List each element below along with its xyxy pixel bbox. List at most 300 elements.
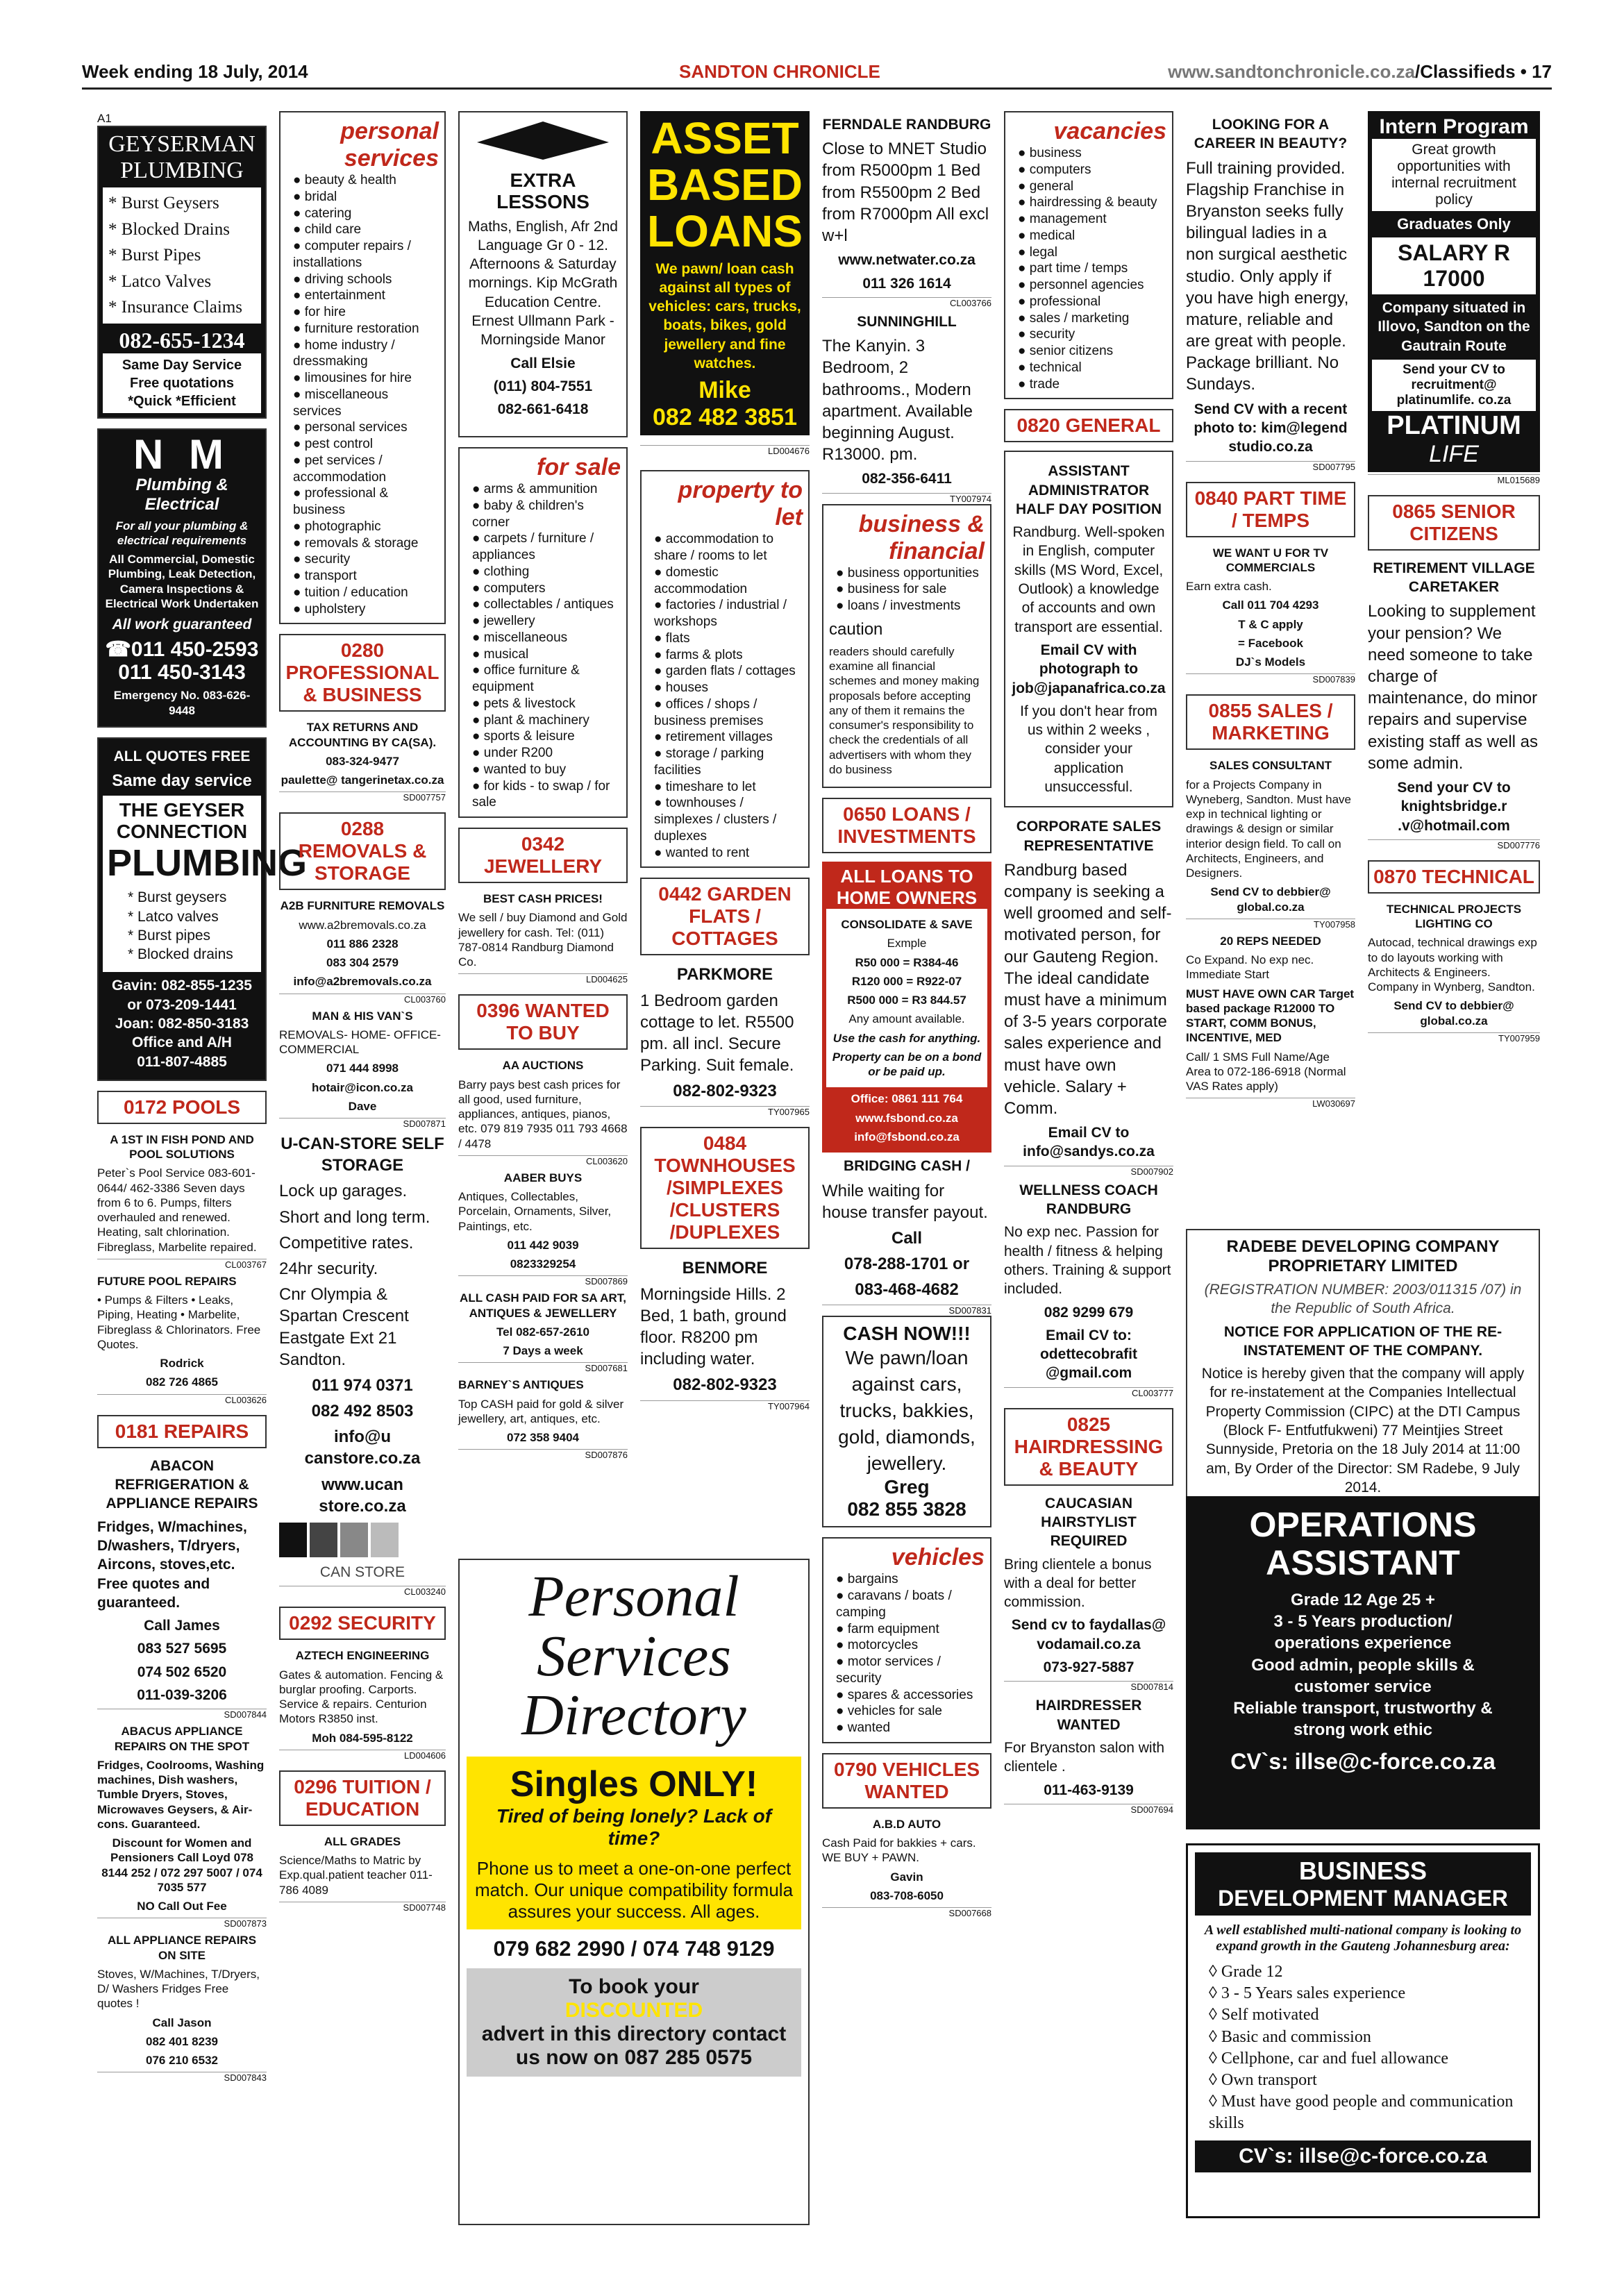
parkmore-title: PARKMORE bbox=[676, 965, 773, 984]
site-url[interactable]: www.sandtonchronicle.co.za bbox=[1168, 61, 1416, 82]
category-item[interactable]: ● professional bbox=[1018, 294, 1166, 310]
graduation-cap-icon bbox=[474, 118, 612, 167]
category-item[interactable]: ● computers bbox=[1018, 162, 1166, 178]
singles-title: Singles ONLY! bbox=[510, 1764, 758, 1805]
career-text: Full training provided. Flagship Franchise in Bryanston seeks fully bilingual ladies in a non surgical aesthetic studio. Only apply if you have high energy, mature, reliable and are great with people. Package brilliant. No Sundays. bbox=[1186, 158, 1349, 394]
reps-text: Co Expand. No exp nec. Immediate Start bbox=[1186, 953, 1314, 982]
rep1-text: Fridges, W/machines, D/washers, T/dryers, Aircons, stoves,etc. Free quotes and guaranteed. bbox=[97, 1518, 247, 1611]
removals-heading: 0288 REMOVALS & STORAGE bbox=[279, 812, 446, 890]
reps-code: LW030697 bbox=[1186, 1098, 1355, 1109]
bdm-item: ◊ Self motivated bbox=[1209, 2006, 1319, 2025]
category-item[interactable]: ● farm equipment bbox=[836, 1621, 985, 1638]
aaber-code: SD007869 bbox=[458, 1275, 628, 1287]
assistant-note: If you don't hear from us within 2 weeks , consider your application unsuccessful. bbox=[1020, 703, 1157, 795]
caucasian-email[interactable]: Send cv to faydallas@ vodamail.co.za bbox=[1011, 1617, 1166, 1652]
category-item[interactable]: ● factories / industrial / workshops bbox=[654, 597, 803, 630]
category-item[interactable]: ● photographic bbox=[293, 519, 439, 535]
category-item[interactable]: ● offices / shops / business premises bbox=[654, 696, 803, 730]
category-item[interactable]: ● baby & children's corner bbox=[472, 498, 621, 531]
bridging-title: BRIDGING CASH / bbox=[843, 1158, 970, 1175]
sales-consultant-title: SALES CONSULTANT bbox=[1209, 759, 1332, 773]
parkmore-text: 1 Bedroom garden cottage to let. R5500 pm. all incl. Secure Parking. Suit female. bbox=[640, 991, 794, 1075]
category-item[interactable]: ● storage / parking facilities bbox=[654, 746, 803, 779]
category-item[interactable]: ● driving schools bbox=[293, 271, 439, 288]
category-item[interactable]: ● professional & business bbox=[293, 485, 439, 519]
aa-auctions-text: Barry pays best cash prices for all good, used furniture, appliances, antiques, pianos, etc. 079 819 7935 011 793 4668 / 4478 bbox=[458, 1078, 628, 1150]
geyserman-item: * Latco Valves bbox=[108, 271, 212, 291]
nm-emergency: Emergency No. 083-626-9448 bbox=[113, 689, 251, 717]
intern-cv[interactable]: Send your CV to recruitment@ platinumlife. co.za bbox=[1372, 360, 1536, 411]
geyser-connection-ad bbox=[97, 737, 307, 1081]
category-item[interactable]: ● transport bbox=[293, 568, 439, 585]
category-item[interactable]: ● computer repairs / installations bbox=[293, 238, 439, 271]
ucan-logo-block bbox=[340, 1523, 368, 1557]
reps-bold: MUST HAVE OWN CAR Target based package R12000 TO START, COMM BONUS, INCENTIVE, MED bbox=[1186, 987, 1355, 1045]
category-item[interactable]: ● hairdressing & beauty bbox=[1018, 194, 1166, 211]
home-owners-ad bbox=[822, 862, 991, 1153]
pool2-phone: 082 726 4865 bbox=[146, 1375, 218, 1389]
bdm-item: ◊ Own transport bbox=[1209, 2070, 1317, 2089]
rep3-text: Stoves, W/Machines, T/Dryers, D/ Washers Fridges Free quotes ! bbox=[97, 1967, 260, 2011]
cash-now-text: We pawn/loan against cars, trucks, bakkies, gold, diamonds, jewellery. bbox=[838, 1347, 976, 1474]
bdm-cv[interactable]: CV`s: illse@c-force.co.za bbox=[1195, 2140, 1531, 2172]
category-item[interactable]: ● security bbox=[293, 551, 439, 568]
category-item[interactable]: ● management bbox=[1018, 211, 1166, 228]
career-code: SD007795 bbox=[1186, 461, 1355, 472]
a2b-phone: 083 304 2579 bbox=[326, 956, 399, 969]
aaber-phone: 0823329254 bbox=[510, 1257, 576, 1271]
benmore-phone: 082-802-9323 bbox=[673, 1375, 777, 1395]
pool2-code: CL003626 bbox=[97, 1394, 267, 1405]
allcash-days: 7 Days a week bbox=[503, 1344, 583, 1357]
intern-title: Intern Program bbox=[1379, 115, 1529, 138]
caucasian-text: Bring clientele a bonus with a deal for better commission. bbox=[1004, 1556, 1152, 1611]
ucan-email[interactable]: info@u canstore.co.za bbox=[304, 1427, 421, 1468]
garden-flats-heading: 0442 GARDEN FLATS / COTTAGES bbox=[640, 878, 810, 955]
tax-phone: 083-324-9477 bbox=[326, 754, 399, 768]
man-van-text: REMOVALS- HOME- OFFICE- COMMERCIAL bbox=[279, 1028, 441, 1056]
category-item[interactable]: ● townhouses / simplexes / clusters / duplexes bbox=[654, 795, 803, 844]
aztech-code: LD004606 bbox=[279, 1750, 446, 1761]
personal-services-index bbox=[279, 111, 446, 624]
geyser-contact: Joan: 082-850-3183 bbox=[115, 1016, 249, 1032]
ucan-site[interactable]: www.ucan store.co.za bbox=[319, 1475, 406, 1516]
sales-consultant-code: TY007958 bbox=[1186, 919, 1355, 930]
rep3-phone: 076 210 6532 bbox=[146, 2054, 218, 2068]
security-heading: 0292 SECURITY bbox=[279, 1607, 446, 1640]
singles-tired: Tired of being lonely? Lack of time? bbox=[496, 1805, 772, 1850]
category-item[interactable]: ● domestic accommodation bbox=[654, 564, 803, 598]
home-owners-row: R50 000 = R384-46 bbox=[855, 955, 959, 969]
corporate-title: CORPORATE SALES REPRESENTATIVE bbox=[1016, 819, 1162, 854]
geyserman-ad bbox=[97, 126, 267, 418]
tv-call: Call 011 704 4293 bbox=[1222, 598, 1319, 612]
geyser-title: THE GEYSER CONNECTION bbox=[116, 799, 248, 843]
geyser-contact: 011-807-4885 bbox=[137, 1053, 227, 1070]
techproj-title: TECHNICAL PROJECTS LIGHTING CO bbox=[1386, 902, 1522, 931]
bridging-code: SD007831 bbox=[822, 1305, 991, 1316]
category-item[interactable]: ● business for sale bbox=[836, 581, 985, 598]
personal-services-directory bbox=[458, 1559, 810, 2225]
category-item[interactable]: ● motorcycles bbox=[836, 1637, 985, 1654]
tv-title: WE WANT U FOR TV COMMERCIALS bbox=[1212, 546, 1329, 574]
ferndale-text: Close to MNET Studio from R5000pm 1 Bed from R5500pm 2 Bed from R7000pm All excl w+l bbox=[822, 140, 989, 246]
wellness-title: WELLNESS COACH RANDBURG bbox=[1019, 1182, 1158, 1218]
category-item[interactable]: ● flats bbox=[654, 630, 803, 647]
geyserman-item: * Blocked Drains bbox=[108, 219, 230, 239]
asset-loans-phone: 082 482 3851 bbox=[653, 404, 797, 431]
intern-text: Great growth opportunities with internal recruitment policy bbox=[1372, 139, 1536, 211]
radebe-title: RADEBE DEVELOPING COMPANY PROPRIETARY LIMITED bbox=[1226, 1237, 1500, 1275]
tax-email[interactable]: paulette@ tangerinetax.co.za bbox=[281, 773, 444, 787]
rep1-phone: 083 527 5695 bbox=[137, 1641, 227, 1657]
sales-consultant-text: for a Projects Company in Wyneberg, Sandton. Must have exp in technical lighting or drawings & design or similar interior design field. To call on Architects, Engineers, and Designers. bbox=[1186, 778, 1351, 880]
category-item[interactable]: ● wanted to rent bbox=[654, 845, 803, 862]
column-tag: A1 bbox=[97, 112, 112, 125]
sunninghill-code: TY007974 bbox=[822, 493, 991, 504]
category-item[interactable]: ● wanted bbox=[836, 1720, 985, 1736]
header-right bbox=[1168, 61, 1552, 83]
aztech-text: Gates & automation. Fencing & burglar proofing. Carports. Service & repairs. Centurion Motors R3850 inst. bbox=[279, 1668, 444, 1726]
wellness-text: No exp nec. Passion for health / fitness & helping others. Training & support included. bbox=[1004, 1224, 1171, 1298]
category-item[interactable]: ● motor services / security bbox=[836, 1654, 985, 1687]
repairs-heading: 0181 REPAIRS bbox=[97, 1415, 267, 1448]
section-page: /Classifieds • 17 bbox=[1415, 61, 1552, 82]
retire-title: RETIREMENT VILLAGE CARETAKER bbox=[1373, 560, 1535, 596]
tuition-heading: 0296 TUITION / EDUCATION bbox=[279, 1770, 446, 1826]
radebe-notice-title: NOTICE FOR APPLICATION OF THE RE-INSTATEMENT OF THE COMPANY. bbox=[1223, 1323, 1502, 1359]
category-item[interactable]: ● sales / marketing bbox=[1018, 310, 1166, 327]
career-title: LOOKING FOR A CAREER IN BEAUTY? bbox=[1194, 117, 1348, 152]
career-cv[interactable]: Send CV with a recent photo to: kim@legend studio.co.za bbox=[1194, 401, 1348, 455]
vacancies-list bbox=[1011, 145, 1166, 392]
issue-date: Week ending 18 July, 2014 bbox=[82, 61, 308, 82]
category-item[interactable]: ● musical bbox=[472, 646, 621, 663]
geyser-contacts bbox=[103, 976, 261, 1071]
ucan-line: Short and long term. bbox=[279, 1207, 430, 1227]
extra-lessons-text: Maths, English, Afr 2nd Language Gr 0 - 12. Afternoons & Saturday mornings. Kip McGrath Education Centre. Ernest Ullmann Park - Morningside Manor bbox=[468, 218, 618, 349]
category-item[interactable]: ● computers bbox=[472, 580, 621, 597]
techproj-code: TY007959 bbox=[1368, 1032, 1540, 1044]
assistant-cv[interactable]: Email CV with photograph to job@japanafrica.co.za bbox=[1012, 642, 1166, 696]
vacancies-title: vacancies bbox=[1053, 118, 1166, 144]
intern-program-ad bbox=[1368, 111, 1540, 472]
hairdresser-text: For Bryanston salon with clientele . bbox=[1004, 1739, 1165, 1775]
caucasian-title: CAUCASIAN HAIRSTYLIST REQUIRED bbox=[1041, 1495, 1137, 1550]
wellness-email[interactable]: Email CV to: odettecobrafit @gmail.com bbox=[1039, 1327, 1137, 1382]
caucasian-code: SD007814 bbox=[1004, 1681, 1173, 1692]
category-item[interactable]: ● for hire bbox=[293, 304, 439, 321]
ops-cv[interactable]: CV`s: illse@c-force.co.za bbox=[1230, 1749, 1496, 1775]
pool2-title: FUTURE POOL REPAIRS bbox=[97, 1274, 237, 1288]
ucan-line: 24hr security. bbox=[279, 1259, 378, 1278]
category-item[interactable]: ● garden flats / cottages bbox=[654, 663, 803, 680]
a2b-title: A2B FURNITURE REMOVALS bbox=[280, 899, 445, 913]
geyser-list bbox=[107, 888, 257, 964]
ucan-code: CL003240 bbox=[279, 1586, 446, 1597]
nm-phone-2: 011 450-3143 bbox=[118, 661, 246, 685]
category-item[interactable]: ● entertainment bbox=[293, 287, 439, 304]
professional-heading: 0280 PROFESSIONAL & BUSINESS bbox=[279, 634, 446, 712]
category-item[interactable]: ● bargains bbox=[836, 1571, 985, 1588]
bdm-title-2: DEVELOPMENT MANAGER bbox=[1218, 1886, 1508, 1911]
asset-loans-text: We pawn/ loan cash against all types of vehicles: cars, trucks, boats, bikes, gold jewellery and fine watches. bbox=[648, 260, 801, 372]
abd-name: Gavin bbox=[890, 1870, 923, 1884]
category-item[interactable]: ● senior citizens bbox=[1018, 343, 1166, 360]
nm-text: All Commercial, Domestic Plumbing, Leak Detection, Camera Inspections & Electrical Work Undertaken bbox=[105, 553, 259, 610]
bridging-call: Call bbox=[891, 1228, 922, 1248]
aaber-phone: 011 442 9039 bbox=[507, 1238, 579, 1252]
assistant-admin-ad bbox=[1004, 451, 1173, 807]
category-item[interactable]: ● houses bbox=[654, 680, 803, 696]
category-item[interactable]: ● beauty & health bbox=[293, 172, 439, 189]
sunninghill-phone: 082-356-6411 bbox=[862, 471, 952, 487]
category-item[interactable]: ● miscellaneous bbox=[472, 630, 621, 646]
geyser-item: * Blocked drains bbox=[128, 946, 233, 963]
geyserman-note: Free quotations bbox=[129, 375, 234, 391]
a2b-site[interactable]: www.a2bremovals.co.za bbox=[299, 918, 426, 932]
category-item[interactable]: ● bridal bbox=[293, 189, 439, 206]
singles-body: Phone us to meet a one-on-one perfect match. Our unique compatibility formula assures your success. All ages. bbox=[474, 1858, 794, 1922]
category-item[interactable]: ● plant & machinery bbox=[472, 712, 621, 729]
corporate-email[interactable]: Email CV to info@sandys.co.za bbox=[1023, 1125, 1155, 1160]
ops-list bbox=[1196, 1589, 1530, 1741]
geyserman-list bbox=[103, 187, 261, 324]
rep2-title: ABACUS APPLIANCE REPAIRS ON THE SPOT bbox=[114, 1725, 250, 1753]
technical-heading: 0870 TECHNICAL bbox=[1368, 860, 1540, 894]
tv-code: SD007839 bbox=[1186, 673, 1355, 685]
geyser-contact: or 073-209-1441 bbox=[127, 996, 237, 1013]
ops-line: Reliable transport, trustworthy & bbox=[1233, 1698, 1493, 1718]
category-item[interactable]: ● removals & storage bbox=[293, 535, 439, 552]
geyserman-note: Same Day Service bbox=[122, 357, 242, 373]
category-item[interactable]: ● vehicles for sale bbox=[836, 1703, 985, 1720]
category-item[interactable]: ● part time / temps bbox=[1018, 260, 1166, 277]
geyser-item: * Burst pipes bbox=[128, 927, 211, 944]
home-owners-note: Use the cash for anything. bbox=[832, 1031, 981, 1045]
barney-title: BARNEY`S ANTIQUES bbox=[458, 1378, 584, 1392]
geyserman-item: * Burst Geysers bbox=[108, 194, 219, 213]
ucan-logo bbox=[279, 1523, 446, 1557]
barney-code: SD007876 bbox=[458, 1449, 628, 1460]
ferndale-title: FERNDALE RANDBURG bbox=[822, 117, 991, 133]
reps-title: 20 REPS NEEDED bbox=[1220, 934, 1321, 948]
parkmore-code: TY007965 bbox=[640, 1106, 810, 1117]
techproj-text: Autocad, technical drawings exp to do layouts working with Architects & Engineers. Company in Wynberg, Sandton. bbox=[1368, 936, 1537, 994]
for-sale-title: for sale bbox=[537, 454, 621, 480]
category-item[interactable]: ● trade bbox=[1018, 376, 1166, 393]
home-owners-site[interactable]: www.fsbond.co.za bbox=[855, 1111, 958, 1125]
geyser-inner bbox=[103, 796, 307, 972]
category-item[interactable]: ● spares & accessories bbox=[836, 1687, 985, 1704]
category-item[interactable]: ● legal bbox=[1018, 244, 1166, 261]
ucan-line: Cnr Olympia & Spartan Crescent Eastgate Ext 21 Sandton. bbox=[279, 1285, 409, 1369]
category-item[interactable]: ● pet services / accommodation bbox=[293, 453, 439, 486]
cash-now-phone: 082 855 3828 bbox=[847, 1498, 966, 1520]
category-item[interactable]: ● pets & livestock bbox=[472, 696, 621, 712]
home-owners-inner bbox=[826, 909, 987, 1087]
category-item[interactable]: ● loans / investments bbox=[836, 598, 985, 614]
category-item[interactable]: ● wanted to buy bbox=[472, 762, 621, 778]
for-sale-list bbox=[465, 481, 621, 811]
category-item[interactable]: ● furniture restoration bbox=[293, 321, 439, 337]
sales-consultant-cv[interactable]: Send CV to debbier@ global.co.za bbox=[1210, 885, 1331, 914]
ops-title-1: OPERATIONS bbox=[1249, 1505, 1477, 1544]
book-advert-box bbox=[467, 1968, 801, 2077]
geyserman-phone: 082-655-1234 bbox=[119, 327, 245, 353]
ops-line: operations experience bbox=[1274, 1634, 1452, 1653]
vehicles-wanted-heading: 0790 VEHICLES WANTED bbox=[822, 1753, 991, 1809]
ferndale-code: CL003766 bbox=[822, 297, 991, 308]
category-item[interactable]: ● limousines for hire bbox=[293, 370, 439, 387]
ucan-phone: 011 974 0371 bbox=[312, 1375, 413, 1395]
vehicles-list bbox=[829, 1571, 985, 1736]
category-item[interactable]: ● sports & leisure bbox=[472, 728, 621, 745]
nm-guarantee: All work guaranteed bbox=[112, 617, 252, 633]
rep3-title: ALL APPLIANCE REPAIRS ON SITE bbox=[107, 1934, 257, 1962]
reps-tail: Call/ 1 SMS Full Name/Age Area to 072-186-6918 (Normal VAS Rates apply) bbox=[1186, 1050, 1346, 1093]
man-van-email[interactable]: hotair@icon.co.za bbox=[312, 1080, 413, 1094]
rep3-call: Call Jason bbox=[152, 2016, 212, 2029]
category-item[interactable]: ● miscellaneous services bbox=[293, 387, 439, 420]
category-item[interactable]: ● collectables / antiques bbox=[472, 596, 621, 613]
rep2-discount: Discount for Women and Pensioners Call Loyd 078 8144 252 / 072 297 5007 / 074 7035 577 bbox=[101, 1836, 262, 1894]
category-item[interactable]: ● pest control bbox=[293, 436, 439, 453]
corporate-text: Randburg based company is seeking a well groomed and self-motivated person, for our Gauteng Region. The ideal candidate must have a minimum of 3-5 years corporate sales experience and must have own vehicle. Salary + Comm. bbox=[1004, 860, 1172, 1118]
ucan-line: Competitive rates. bbox=[279, 1233, 414, 1252]
vehicles-index bbox=[822, 1537, 991, 1743]
radebe-reg: (REGISTRATION NUMBER: 2003/011315 /07) in the Republic of South Africa. bbox=[1204, 1282, 1522, 1317]
geyserman-note: *Quick *Efficient bbox=[128, 393, 236, 409]
techproj-cv[interactable]: Send CV to debbier@ global.co.za bbox=[1393, 999, 1514, 1028]
rep1-title: ABACON REFRIGERATION & APPLIANCE REPAIRS bbox=[106, 1457, 258, 1512]
tv-facebook: = Facebook bbox=[1237, 636, 1303, 650]
category-item[interactable]: ● caravans / boats / camping bbox=[836, 1588, 985, 1621]
category-item[interactable]: ● business bbox=[1018, 145, 1166, 162]
home-owners-office: Office: 0861 111 764 bbox=[851, 1092, 963, 1106]
ferndale-site[interactable]: www.netwater.co.za bbox=[838, 252, 976, 269]
category-item[interactable]: ● under R200 bbox=[472, 745, 621, 762]
column-3 bbox=[458, 111, 628, 1460]
assistant-text: Randburg. Well-spoken in English, computer skills (MS Word, Excel, Outlook) a knowledge of accounts and own transport are essential. bbox=[1012, 524, 1165, 635]
category-item[interactable]: ● technical bbox=[1018, 360, 1166, 376]
bdm-item: ◊ Cellphone, car and fuel allowance bbox=[1209, 2049, 1449, 2068]
a2b-email[interactable]: info@a2bremovals.co.za bbox=[293, 975, 432, 989]
rep2-nocall: NO Call Out Fee bbox=[137, 1900, 227, 1913]
home-owners-note: Property can be on a bond or be paid up. bbox=[832, 1050, 982, 1079]
book-line-3: advert in this directory contact us now on 087 285 0575 bbox=[481, 2022, 787, 2070]
ucan-title: U-CAN-STORE SELF STORAGE bbox=[281, 1134, 444, 1175]
ops-line: 3 - 5 Years production/ bbox=[1273, 1612, 1453, 1632]
category-item[interactable]: ● security bbox=[1018, 326, 1166, 343]
ferndale-phone: 011 326 1614 bbox=[862, 275, 951, 292]
page-header bbox=[82, 60, 1552, 90]
caution-text: readers should carefully examine all financial schemes and money making proposals before accepting any of them it remains the consumer's responsibility to check the credentials of all advertisers with whom they do business bbox=[829, 644, 980, 776]
tv-tc: T & C apply bbox=[1238, 617, 1303, 631]
rep3-code: SD007843 bbox=[97, 2072, 267, 2083]
pool2-name: Rodrick bbox=[160, 1357, 204, 1371]
business-financial-title: business & financial bbox=[858, 510, 985, 564]
home-owners-title: ALL LOANS TO HOME OWNERS bbox=[836, 866, 978, 909]
category-item[interactable]: ● retirement villages bbox=[654, 729, 803, 746]
column-6 bbox=[1004, 111, 1173, 1815]
book-line-2: DISCOUNTED bbox=[564, 1999, 703, 2022]
geyserman-title: GEYSERMAN PLUMBING bbox=[108, 131, 256, 183]
home-owners-email[interactable]: info@fsbond.co.za bbox=[854, 1130, 960, 1143]
category-item[interactable]: ● business opportunities bbox=[836, 565, 985, 582]
column-5 bbox=[822, 111, 991, 1918]
bdm-list bbox=[1195, 1961, 1531, 2135]
wellness-phone: 082 9299 679 bbox=[1044, 1304, 1134, 1321]
category-item[interactable]: ● catering bbox=[293, 206, 439, 222]
category-item[interactable]: ● timeshare to let bbox=[654, 779, 803, 796]
category-item[interactable]: ● personal services bbox=[293, 419, 439, 436]
category-item[interactable]: ● jewellery bbox=[472, 613, 621, 630]
bdm-item: ◊ Must have good people and communication skills bbox=[1209, 2093, 1514, 2133]
operations-assistant-ad bbox=[1186, 1496, 1540, 1829]
category-item[interactable]: ● personnel agencies bbox=[1018, 277, 1166, 294]
vehicles-title: vehicles bbox=[891, 1544, 985, 1571]
category-item[interactable]: ● office furniture & equipment bbox=[472, 662, 621, 696]
category-item[interactable]: ● child care bbox=[293, 221, 439, 238]
parkmore-phone: 082-802-9323 bbox=[673, 1082, 777, 1101]
category-item[interactable]: ● carpets / furniture / appliances bbox=[472, 530, 621, 564]
asset-loans-title: BASED bbox=[646, 160, 803, 210]
intern-grads: Graduates Only bbox=[1397, 215, 1511, 233]
ops-title-2: ASSISTANT bbox=[1266, 1543, 1460, 1582]
category-item[interactable]: ● tuition / education bbox=[293, 585, 439, 601]
category-item[interactable]: ● upholstery bbox=[293, 601, 439, 618]
cash-now-ad bbox=[822, 1316, 991, 1527]
bdm-title-1: BUSINESS bbox=[1298, 1857, 1428, 1885]
extra-lessons-ad bbox=[458, 111, 628, 437]
geyser-contact: Gavin: 082-855-1235 bbox=[112, 978, 252, 994]
sales-marketing-heading: 0855 SALES / MARKETING bbox=[1186, 694, 1355, 750]
sunninghill-title: SUNNINGHILL bbox=[857, 313, 957, 330]
sunninghill-text: The Kanyin. 3 Bedroom, 2 bathrooms., Modern apartment. Available beginning August. R13000. pm. bbox=[822, 337, 973, 464]
hairdresser-phone: 011-463-9139 bbox=[1044, 1782, 1134, 1798]
best-cash-code: LD004625 bbox=[458, 973, 628, 984]
publication-name: SANDTON CHRONICLE bbox=[679, 61, 880, 82]
category-item[interactable]: ● medical bbox=[1018, 228, 1166, 244]
man-van-name: Dave bbox=[348, 1099, 377, 1113]
aztech-title: AZTECH ENGINEERING bbox=[295, 1649, 430, 1663]
bdm-item: ◊ Grade 12 bbox=[1209, 1963, 1283, 1981]
intern-company: Company situated in Illovo, Sandton on the Gautrain Route bbox=[1378, 300, 1530, 354]
ucan-logo-text: CAN STORE bbox=[319, 1564, 405, 1580]
ucan-line: Lock up garages. bbox=[279, 1182, 408, 1201]
category-item[interactable]: ● farms & plots bbox=[654, 647, 803, 664]
category-item[interactable]: ● for kids - to swap / for sale bbox=[472, 778, 621, 812]
grades-code: SD007748 bbox=[279, 1902, 446, 1913]
man-van-title: MAN & HIS VAN`S bbox=[312, 1009, 413, 1023]
retire-cv[interactable]: Send your CV to knightsbridge.r .v@hotmail.com bbox=[1397, 779, 1511, 834]
home-owners-row: R500 000 = R3 844.57 bbox=[847, 994, 966, 1007]
category-item[interactable]: ● general bbox=[1018, 178, 1166, 195]
aaber-title: AABER BUYS bbox=[503, 1171, 583, 1184]
category-item[interactable]: ● home industry / dressmaking bbox=[293, 337, 439, 371]
vacancies-index bbox=[1004, 111, 1173, 399]
pool1-title: A 1ST IN FISH POND AND POOL SOLUTIONS bbox=[110, 1132, 254, 1162]
hairdressing-heading: 0825 HAIRDRESSING & BEAUTY bbox=[1004, 1408, 1173, 1486]
rep1-phone: 074 502 6520 bbox=[137, 1664, 227, 1680]
category-item[interactable]: ● clothing bbox=[472, 564, 621, 580]
geyserman-notes bbox=[103, 353, 261, 413]
abd-phone: 083-708-6050 bbox=[870, 1888, 944, 1902]
retire-text: Looking to supplement your pension? We need someone to take charge of maintenance, do minor repairs and supervise existing staff as well as some admin. bbox=[1368, 602, 1539, 773]
category-item[interactable]: ● accommodation to share / rooms to let bbox=[654, 531, 803, 564]
category-item[interactable]: ● arms & ammunition bbox=[472, 481, 621, 498]
